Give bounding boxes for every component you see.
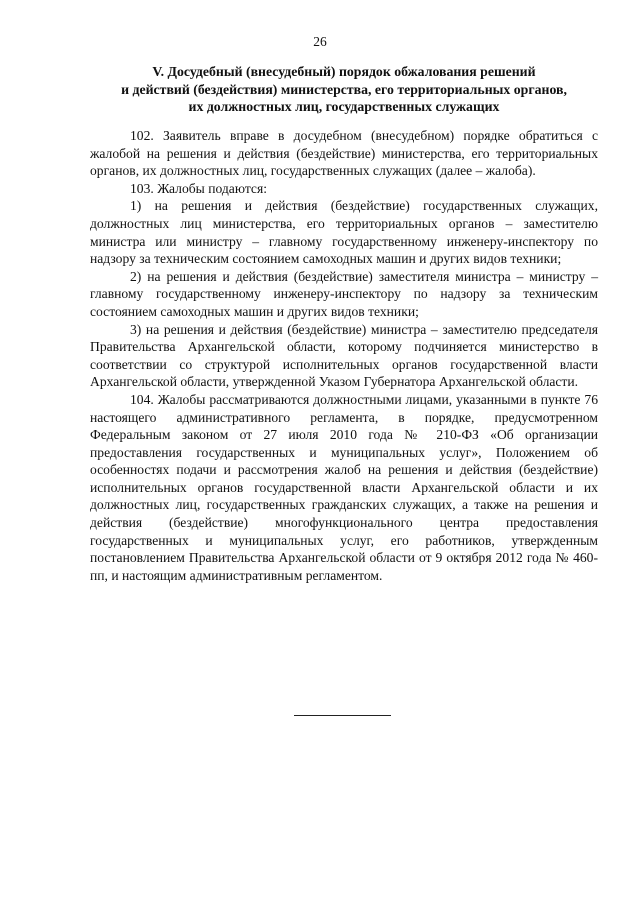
paragraph-104: 104. Жалобы рассматриваются должностными лицами, указанными в пункте 76 настоящего административного регламента, в порядке, предусмотренном Федеральным законом от 27 июля 2010 года № 210-ФЗ «Об организации предоставления государственных и муниципальных услуг», Положением об особенностях подачи и рассмотрения жалоб на решения и действия (бездействие) исполнительных органов государственной власти Архангельской области и их должностных лиц, государственных гражданских служащих, а также на решения и действия (бездействие) многофункционального центра предоставления государственных и муниципальных услуг, его работников, утвержденным постановлением Правительства Архангельской области от 9 октября 2012 года № 460-пп, и настоящим административным регламентом.	[90, 391, 598, 583]
heading-line-3: их должностных лиц, государственных служащих	[188, 99, 500, 114]
paragraph-103-item-3: 3) на решения и действия (бездействие) министра – заместителю председателя Правительства Архангельской области, которому подчиняется министерство в соответствии со структурой исполнительных органов государственной власти Архангельской области, утвержденной Указом Губернатора Архангельской области.	[90, 321, 598, 390]
paragraph-103-item-2: 2) на решения и действия (бездействие) заместителя министра – министру – главному государственному инженеру-инспектору по надзору за техническим состоянием самоходных машин и других видов техники;	[90, 268, 598, 319]
heading-line-1: V. Досудебный (внесудебный) порядок обжалования решений	[152, 64, 536, 79]
paragraph-102: 102. Заявитель вправе в досудебном (внесудебном) порядке обратиться с жалобой на решения и действия (бездействие) министерства, его территориальных органов, их должностных лиц, государственных служащих (далее – жалоба).	[90, 128, 598, 179]
section-heading	[90, 63, 598, 116]
end-separator-line	[294, 715, 391, 716]
page-number: 26	[313, 34, 327, 49]
paragraph-103: 103. Жалобы подаются:	[130, 180, 267, 196]
document-body	[90, 127, 598, 584]
paragraph-103-item-1: 1) на решения и действия (бездействие) государственных служащих, должностных лиц министерства, его территориальных органов – заместителю министра или министру – главному государственному инженеру-инспектору по надзору за техническим состоянием самоходных машин и других видов техники;	[90, 198, 598, 267]
heading-line-2: и действий (бездействия) министерства, его территориальных органов,	[121, 81, 567, 97]
